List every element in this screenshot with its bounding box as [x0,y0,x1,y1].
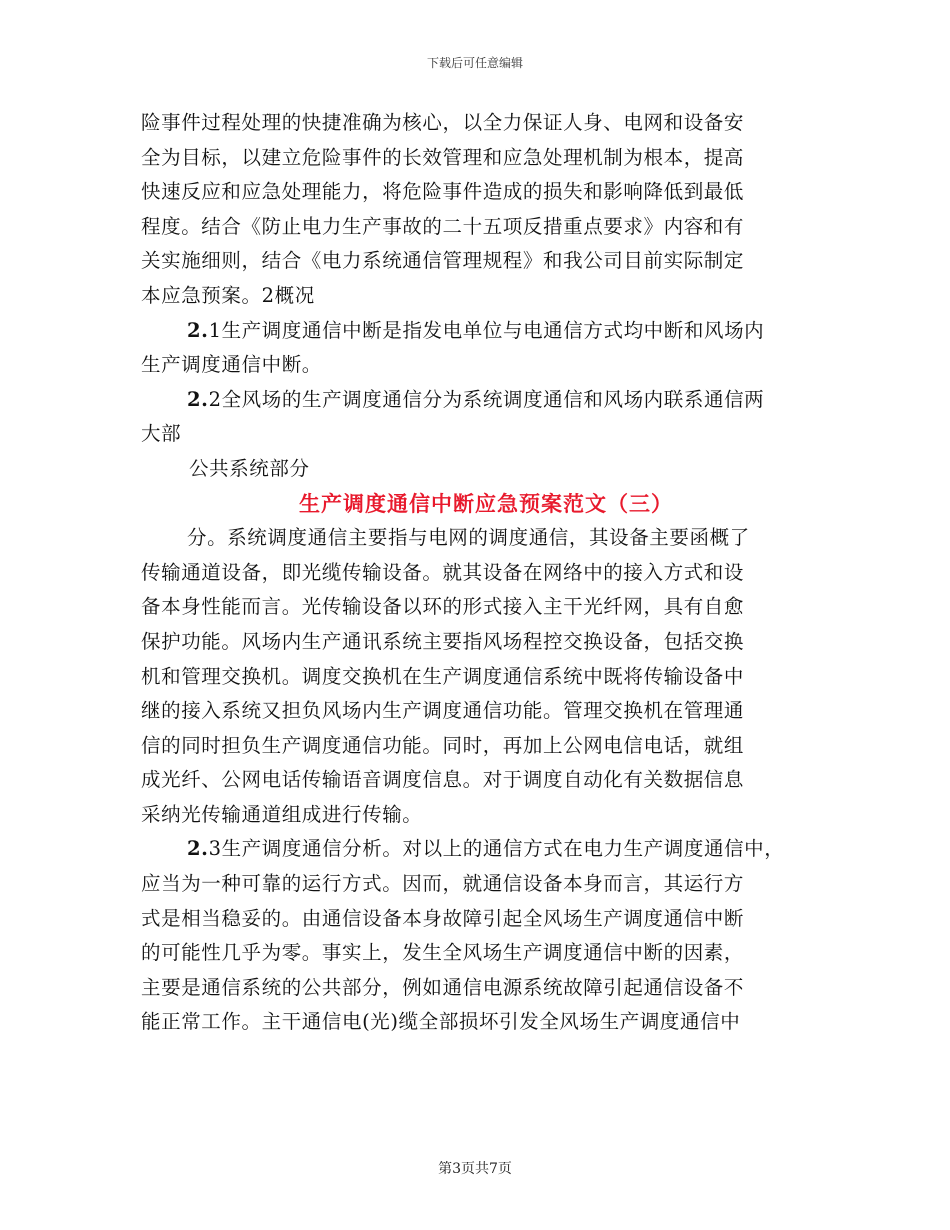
section-number: 2. [187,837,209,861]
text-line: 生产调度通信中断。 [141,353,322,377]
text-line: 备本身性能而言。光传输设备以环的形式接入主干光纤网，具有自愈 [141,595,745,619]
text-line: 本应急预案。2概况 [141,283,315,307]
section-2-1-first-line [141,314,831,349]
text-line: 应当为一种可靠的运行方式。因而，就通信设备本身而言，其运行方 [141,872,745,896]
section-title: 生产调度通信中断应急预案范文（三） [299,491,673,516]
text-line: 大部 [141,422,182,446]
section-number: 2. [187,318,209,342]
text-line: 传输通道设备，即光缆传输设备。就其设备在网络中的接入方式和设 [141,560,745,584]
text-line: 继的接入系统又担负风场内生产调度通信功能。管理交换机在管理通 [141,699,745,723]
text-line: 的可能性几乎为零。事实上，发生全风场生产调度通信中断的因素， [141,941,745,965]
text-line: 能正常工作。主干通信电(光)缆全部损坏引发全风场生产调度通信中 [141,1010,741,1034]
text-line: 机和管理交换机。调度交换机在生产调度通信系统中既将传输设备中 [141,664,745,688]
section-2-3-first-line [141,832,831,867]
text-fragment: 2全风场的生产调度通信分为系统调度通信和风场内联系通信两 [208,387,765,411]
header-note: 下载后可任意编辑 [426,56,523,70]
section-number: 2. [187,387,209,411]
text-line: 信的同时担负生产调度通信功能。同时，再加上公网电信电话，就组 [141,733,745,757]
text-line: 快速反应和应急处理能力，将危险事件造成的损失和影响降低到最低 [141,180,745,204]
text-line: 关实施细则，结合《电力系统通信管理规程》和我公司目前实际制定 [141,249,745,273]
text-fragment: 3生产调度通信分析。对以上的通信方式在电力生产调度通信中， [208,837,785,861]
text-line: 全为目标，以建立危险事件的长效管理和应急处理机制为根本，提高 [141,145,745,169]
text-line: 主要是通信系统的公共部分，例如通信电源系统故障引起通信设备不 [141,975,745,999]
text-line: 分。系统调度通信主要指与电网的调度通信，其设备主要函概了 [187,526,750,550]
public-part-line: 公共系统部分 [189,456,310,480]
text-line: 程度。结合《防止电力生产事故的二十五项反措重点要求》内容和有 [141,214,745,238]
text-line: 成光纤、公网电话传输语音调度信息。对于调度自动化有关数据信息 [141,768,745,792]
text-line: 险事件过程处理的快捷准确为核心，以全力保证人身、电网和设备安 [141,111,745,134]
page-number-footer: 第3页共7页 [438,1161,512,1177]
document-body [141,106,831,1040]
text-line: 采纳光传输通道组成进行传输。 [141,802,423,826]
text-line: 式是相当稳妥的。由通信设备本身故障引起全风场生产调度通信中断 [141,906,745,930]
text-fragment: 1生产调度通信中断是指发电单位与电通信方式均中断和风场内 [208,318,765,342]
text-line: 保护功能。风场内生产通讯系统主要指风场程控交换设备，包括交换 [141,629,745,653]
section-2-2-first-line [141,383,831,418]
